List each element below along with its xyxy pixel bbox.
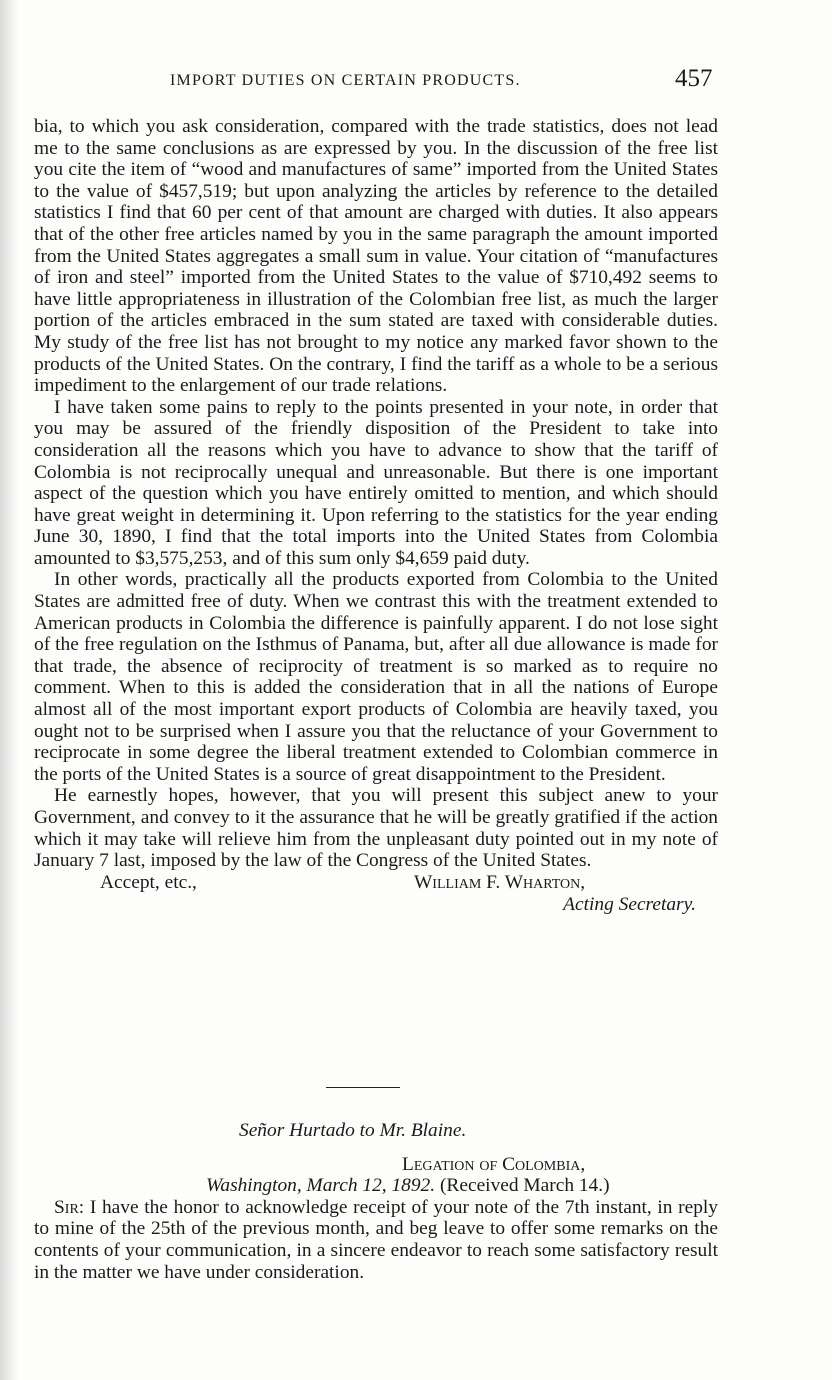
signer-title: Acting Secretary. [563, 893, 696, 915]
dateline [34, 1175, 718, 1197]
paragraph-3: In other words, practically all the products exported from Colombia to the United States are admitted free of duty. When we contrast this with the treatment extended to American products in Colombia the difference is painfully apparent. I do not lose sight of the free regulation on the Isthmus of Panama, but, after all due allowance is made for that trade, the absence of reciprocity of treatment is so marked as to require no comment. When to this is added the consideration that in all the nations of Europe almost all of the most important export products of Colombia are heavily taxed, you ought not to be surprised when I assure you that the reluctance of your Government to reciprocate in some degree the liberal treatment extended to Colombian commerce in the ports of the United States is a source of great disappointment to the President. [34, 569, 718, 785]
section-divider [326, 1087, 400, 1088]
salutation: Sir: [54, 1196, 85, 1218]
paragraph-4: He earnestly hopes, however, that you will present this subject anew to your Government, and convey to it the assurance that he will be greatly gratified if the action which it may take will relieve him from the unpleasant duty pointed out in my note of January 7 last, imposed by the law of the Congress of the United States. [34, 785, 718, 872]
letter-opening [34, 1197, 718, 1283]
letter-heading: Señor Hurtado to Mr. Blaine. [239, 1120, 467, 1141]
paragraph-2: I have taken some pains to reply to the points presented in your note, in order that you may be assured of the friendly disposition of the President to take into consideration all the reasons which you have to advance to show that the tariff of Colombia is not reciprocally unequal and unreasonable. But there is one important aspect of the question which you have entirely omitted to mention, and which should have great weight in determining it. Upon referring to the statistics for the year ending June 30, 1890, I find that the total imports into the United States from Colombia amounted to $3,575,253, and of this sum only $4,659 paid duty. [34, 396, 718, 569]
legation-line: Legation of Colombia, [402, 1153, 586, 1175]
signer-name: William F. Wharton, [414, 871, 586, 893]
running-title: IMPORT DUTIES ON CERTAIN PRODUCTS. [170, 72, 521, 89]
dateline-place: Washington, March 12, 1892. [206, 1175, 436, 1197]
letter-closing [34, 872, 718, 916]
closing-accept: Accept, etc., [100, 871, 197, 893]
letter-body [34, 116, 718, 916]
opening-text: I have the honor to acknowledge receipt of your note of the 7th instant, in reply to mine of the 25th of the previous month, and beg leave to offer some remarks on the contents of your communication, in a sincere endeavor to reach some satisfactory result in the matter we have under consideration. [34, 1196, 718, 1283]
page-number: 457 [675, 65, 713, 92]
paragraph-1: bia, to which you ask consideration, compared with the trade statistics, does not lead me to the same conclusions as are expressed by you. In the discussion of the free list you cite the item of “wood and manufactures of same” imported from the United States to the value of $457,519; but upon analyzing the articles by reference to the detailed statistics I find that 60 per cent of that amount are charged with duties. It also appears that of the other free articles named by you in the same paragraph the amount imported from the United States aggregates a small sum in value. Your citation of “manufactures of iron and steel” imported from the United States to the value of $710,492 seems to have little appropriateness in illustration of the Colombian free list, as much the larger portion of the articles embraced in the sum stated are taxed with considerable duties. My study of the free list has not brought to my notice any marked favor shown to the products of the United States. On the contrary, I find the tariff as a whole to be a serious impediment to the enlargement of our trade relations. [34, 116, 718, 397]
next-letter [34, 1120, 718, 1283]
page-gutter-shadow [0, 0, 18, 1380]
dateline-received: (Received March 14.) [439, 1175, 610, 1197]
